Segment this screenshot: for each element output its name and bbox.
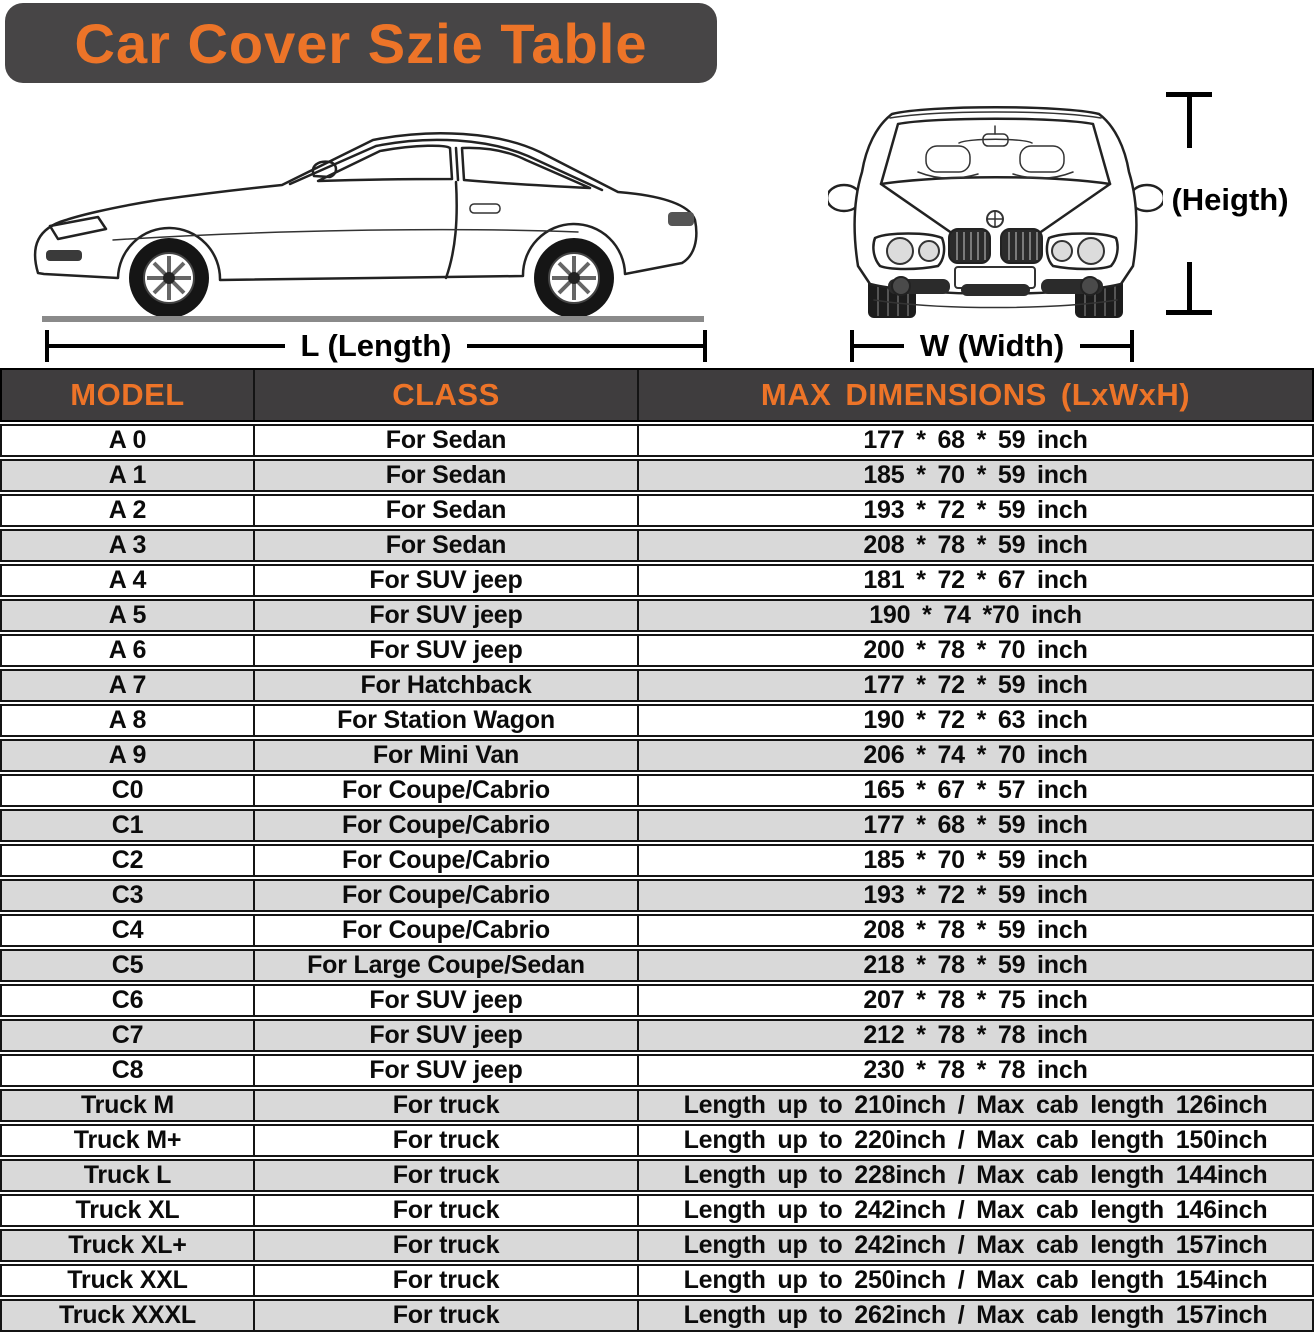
cell-model: C3 [111,881,144,909]
cell-dimensions: 177 * 72 * 59 inch [637,671,1312,700]
cell-dimensions: 230 * 78 * 78 inch [637,1056,1312,1085]
table-row [0,1194,1314,1227]
table-row [0,739,1314,772]
table-row [0,879,1314,912]
front-car-illustration [828,88,1163,320]
cell-model: A 2 [108,496,147,524]
cell-class: For Sedan [253,426,637,455]
table-row [0,774,1314,807]
table-row [0,1264,1314,1297]
cell-dimensions: 165 * 67 * 57 inch [637,776,1312,805]
dimension-tick [703,330,707,362]
table-row [0,1089,1314,1122]
table-row [0,1124,1314,1157]
cell-class: For Large Coupe/Sedan [253,951,637,980]
cell-model: C6 [111,986,144,1014]
cell-model: A 4 [108,566,147,594]
page-title: Car Cover Szie Table [74,11,648,75]
cell-dimensions: Length up to 210inch / Max cab length 126inch [637,1091,1312,1120]
table-row [0,494,1314,527]
cell-dimensions: 190 * 74 *70 inch [637,601,1312,630]
cell-model: C7 [111,1021,144,1049]
cell-class: For truck [253,1091,637,1120]
cell-model: Truck M [80,1091,175,1119]
cell-class: For Coupe/Cabrio [253,811,637,840]
cell-class: For SUV jeep [253,1021,637,1050]
height-marker-bottom [1166,310,1212,315]
cell-class: For SUV jeep [253,601,637,630]
table-row [0,669,1314,702]
ground-line [42,316,704,322]
table-row [0,1159,1314,1192]
cell-class: For Coupe/Cabrio [253,916,637,945]
cell-dimensions: 190 * 72 * 63 inch [637,706,1312,735]
cell-model: A 9 [108,741,147,769]
cell-dimensions: 208 * 78 * 59 inch [637,531,1312,560]
cell-dimensions: Length up to 228inch / Max cab length 144inch [637,1161,1312,1190]
cell-dimensions: 193 * 72 * 59 inch [637,496,1312,525]
cell-class: For Hatchback [253,671,637,700]
cell-dimensions: 185 * 70 * 59 inch [637,461,1312,490]
cell-dimensions: 207 * 78 * 75 inch [637,986,1312,1015]
table-row [0,564,1314,597]
cell-model: C4 [111,916,144,944]
cell-model: C8 [111,1056,144,1084]
cell-model: Truck XL [75,1196,180,1224]
cell-dimensions: 218 * 78 * 59 inch [637,951,1312,980]
cell-class: For truck [253,1161,637,1190]
table-row [0,1054,1314,1087]
front-wheel [129,238,209,318]
width-dimension-line [850,329,1134,363]
cell-class: For Sedan [253,496,637,525]
table-row [0,1299,1314,1332]
table-row [0,914,1314,947]
cell-class: For Station Wagon [253,706,637,735]
side-car-illustration [18,88,713,320]
cell-dimensions: 177 * 68 * 59 inch [637,426,1312,455]
cell-class: For SUV jeep [253,986,637,1015]
header-cell-class: CLASS [253,370,637,420]
cell-class: For truck [253,1266,637,1295]
cell-model: Truck XL+ [68,1231,187,1259]
size-table [0,368,1314,1329]
cell-model: Truck M+ [73,1126,182,1154]
cell-model: A 1 [108,461,147,489]
cell-dimensions: 193 * 72 * 59 inch [637,881,1312,910]
table-row [0,634,1314,667]
cell-class: For truck [253,1126,637,1155]
cell-model: A 6 [108,636,147,664]
cell-dimensions: 181 * 72 * 67 inch [637,566,1312,595]
cell-model: A 8 [108,706,147,734]
cell-dimensions: 177 * 68 * 59 inch [637,811,1312,840]
cell-class: For Sedan [253,461,637,490]
cell-model: C2 [111,846,144,874]
cell-dimensions: Length up to 262inch / Max cab length 157inch [637,1301,1312,1330]
cell-class: For Sedan [253,531,637,560]
table-row [0,949,1314,982]
length-label: L (Length) [300,328,452,363]
cell-class: For truck [253,1231,637,1260]
cell-dimensions: 208 * 78 * 59 inch [637,916,1312,945]
rear-wheel [534,238,614,318]
cell-class: For Coupe/Cabrio [253,846,637,875]
cell-model: Truck L [83,1161,172,1189]
car-front-body [855,107,1137,294]
cell-class: For truck [253,1301,637,1330]
table-row [0,424,1314,457]
header-cell-model: MODEL [70,377,185,412]
table-row [0,459,1314,492]
cell-class: For Mini Van [253,741,637,770]
cell-model: A 7 [108,671,147,699]
cell-model: Truck XXL [67,1266,188,1294]
cell-dimensions: 206 * 74 * 70 inch [637,741,1312,770]
table-row [0,599,1314,632]
cell-dimensions: Length up to 220inch / Max cab length 150inch [637,1126,1312,1155]
cell-class: For Coupe/Cabrio [253,776,637,805]
header-cell-max-dimensions: MAX DIMENSIONS (LxWxH) [637,370,1312,420]
table-row [0,1229,1314,1262]
cell-model: A 3 [108,531,147,559]
cell-dimensions: 200 * 78 * 70 inch [637,636,1312,665]
cell-model: C0 [111,776,144,804]
dimension-tick [1130,330,1134,362]
cell-model: A 5 [108,601,147,629]
cell-class: For Coupe/Cabrio [253,881,637,910]
cell-model: A 0 [108,426,147,454]
cell-class: For SUV jeep [253,1056,637,1085]
cell-class: For SUV jeep [253,566,637,595]
length-dimension-line [45,329,707,363]
cell-dimensions: Length up to 250inch / Max cab length 154inch [637,1266,1312,1295]
cell-class: For SUV jeep [253,636,637,665]
cell-dimensions: Length up to 242inch / Max cab length 157inch [637,1231,1312,1260]
height-label: (Heigth) [1171,182,1289,217]
cell-model: C1 [111,811,144,839]
cell-dimensions: Length up to 242inch / Max cab length 146inch [637,1196,1312,1225]
title-banner [5,3,717,83]
cell-dimensions: 185 * 70 * 59 inch [637,846,1312,875]
table-row [0,529,1314,562]
table-row [0,704,1314,737]
cell-dimensions: 212 * 78 * 78 inch [637,1021,1312,1050]
width-label: W (Width) [919,328,1065,363]
table-row [0,1019,1314,1052]
cell-model: C5 [111,951,144,979]
table-row [0,984,1314,1017]
cell-model: Truck XXXL [59,1301,196,1329]
table-row [0,844,1314,877]
table-row [0,809,1314,842]
cell-class: For truck [253,1196,637,1225]
table-header-row [0,368,1314,422]
